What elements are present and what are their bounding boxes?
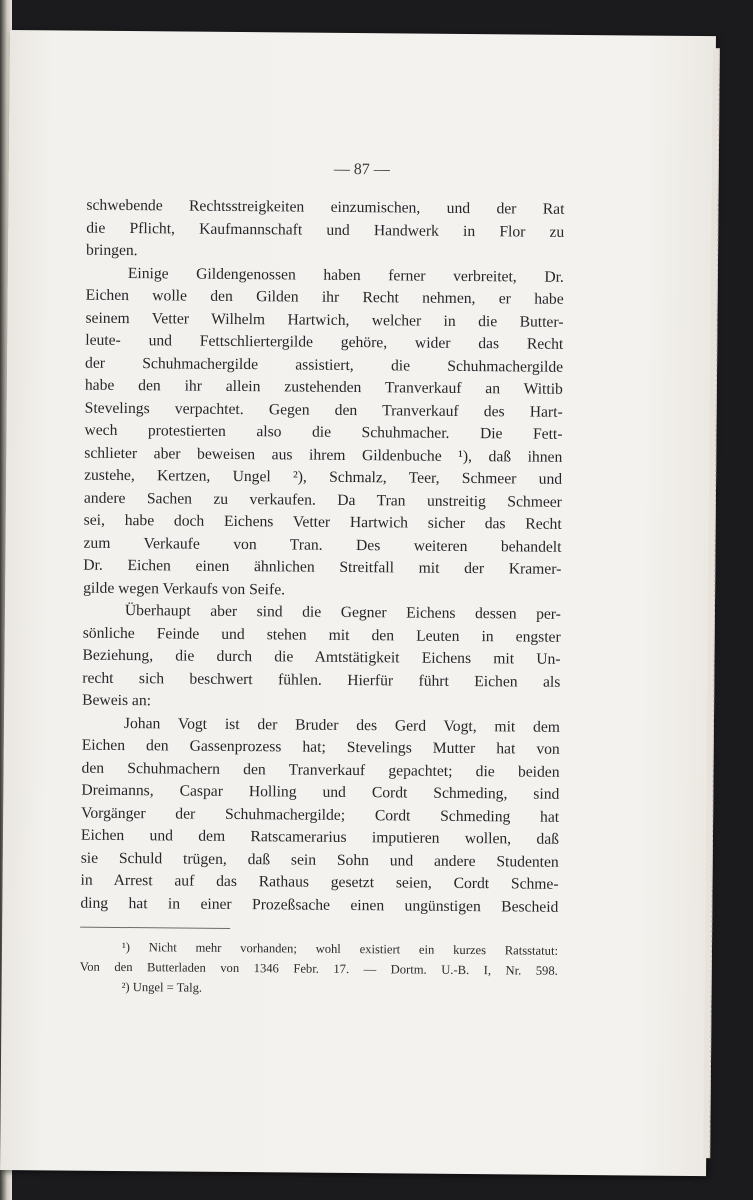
- page-number: — 87 —: [333, 160, 390, 179]
- footnote-line: ²) Ungel = Talg.: [121, 980, 203, 995]
- text-line: den Schuhmachern den Tranverkauf gepachtet; die beiden: [81, 759, 560, 781]
- text-line: der Schuhmachergilde assistiert, die Schuhmachergilde: [85, 354, 564, 376]
- body-text: [80, 195, 564, 919]
- page-edge: [703, 48, 720, 1158]
- footnotes: [80, 937, 559, 1001]
- text-line: Dreimanns, Caspar Holling und Cordt Schmeding, sind: [81, 781, 560, 803]
- text-line: recht sich beschwert fühlen. Hierfür führt Eichen als: [82, 669, 561, 691]
- text-line: Eichen wolle den Gilden ihr Recht nehmen, er habe: [85, 286, 564, 308]
- text-line: Eichen den Gassenprozess hat; Stevelings Mutter hat von: [81, 736, 560, 758]
- text-line: Überhaupt aber sind die Gegner Eichens dessen per-: [124, 602, 561, 623]
- text-line: seinem Vetter Wilhelm Hartwich, welcher in die Butter-: [85, 309, 564, 331]
- text-line: ding hat in einer Prozeßsache einen ungünstigen Bescheid: [80, 894, 559, 916]
- text-line: bringen.: [86, 241, 138, 260]
- text-line: Beweis an:: [82, 691, 152, 710]
- book-page: [0, 30, 716, 1176]
- text-line: zum Verkaufe von Tran. Des weiteren behandelt: [83, 534, 562, 556]
- text-line: Vorgänger der Schuhmachergilde; Cordt Schmeding hat: [81, 804, 560, 826]
- text-line: andere Sachen zu verkaufen. Da Tran unstreitig Schmeer: [83, 489, 562, 511]
- text-line: die Pflicht, Kaufmannschaft und Handwerk in Flor zu: [86, 219, 565, 241]
- text-line: schwebende Rechtsstreigkeiten einzumischen, und der Rat: [86, 196, 565, 218]
- text-line: gilde wegen Verkaufs von Seife.: [83, 579, 286, 598]
- footnote-rule: [80, 927, 230, 929]
- text-line: schlieter aber beweisen aus ihrem Gildenbuche ¹), daß ihnen: [84, 444, 563, 466]
- text-line: in Arrest auf das Rathaus gesetzt seien, Cordt Schme-: [80, 871, 559, 893]
- text-line: wech protestierten also die Schuhmacher. Die Fett-: [84, 421, 563, 443]
- text-line: habe den ihr allein zustehenden Tranverkauf an Wittib: [84, 376, 563, 398]
- footnote-line: ¹) Nicht mehr vorhanden; wohl existiert ein kurzes Ratsstatut:: [121, 940, 559, 958]
- text-line: zustehe, Kertzen, Ungel ²), Schmalz, Teer, Schmeer und: [84, 466, 563, 488]
- text-line: sönliche Feinde und stehen mit den Leuten in engster: [82, 624, 561, 646]
- text-line: Beziehung, die durch die Amtstätigkeit Eichens mit Un-: [82, 646, 561, 668]
- text-line: leute- und Fettschliertergilde gehöre, wider das Recht: [85, 331, 564, 353]
- footnote-line: Von den Butterladen von 1346 Febr. 17. — Dortm. U.-B. I, Nr. 598.: [79, 959, 558, 978]
- text-line: Johan Vogt ist der Bruder des Gerd Vogt, mit dem: [123, 714, 561, 736]
- text-line: Stevelings verpachtet. Gegen den Tranverkauf des Hart-: [84, 399, 563, 421]
- text-line: Eichen und dem Ratscamerarius imputieren wollen, daß: [80, 826, 560, 848]
- text-line: Dr. Eichen einen ähnlichen Streitfall mit der Kramer-: [83, 556, 562, 578]
- text-line: Einige Gildengenossen haben ferner verbreitet, Dr.: [127, 264, 564, 286]
- text-line: sie Schuld trügen, daß sein Sohn und andere Studenten: [80, 849, 559, 871]
- text-line: sei, habe doch Eichens Vetter Hartwich sicher das Recht: [83, 511, 562, 533]
